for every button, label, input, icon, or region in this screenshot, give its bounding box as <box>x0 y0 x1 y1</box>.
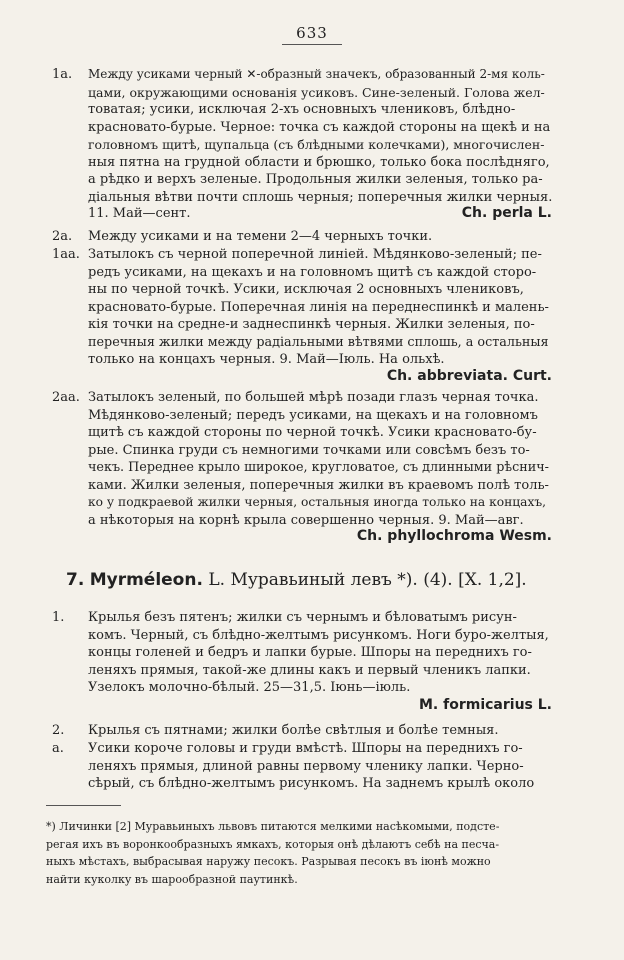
key-entry-1a <box>52 66 552 226</box>
species-name: Ch. phyllochroma Wesm. <box>356 528 552 544</box>
genus-heading <box>66 570 527 590</box>
entry-number: 1a. <box>52 67 73 82</box>
text-line: а рѣдко и верхъ зеленые. Продольныя жилки зеленыя, только ра- <box>88 172 543 187</box>
species-name: Ch. perla L. <box>461 205 552 221</box>
text-line: Затылокъ съ черной поперечной линіей. Мѣдянково-зеленый; пе- <box>88 247 542 262</box>
entry-number: a. <box>52 741 64 756</box>
footnote-line: ныхъ мѣстахъ, выбрасывая наружу песокъ. Разрывая песокъ въ іюнѣ можно <box>46 855 491 868</box>
text-line: Между усиками и на темени 2—4 черныхъ точки. <box>88 229 433 244</box>
entry-text <box>88 246 552 369</box>
text-line: комъ. Черный, съ блѣдно-желтымъ рисункомъ. Ноги буро-желтыя, <box>88 627 549 643</box>
entry-number: 2aa. <box>52 390 80 405</box>
text-line: леняхъ прямыя, длиной равны первому членику лапки. Черно- <box>88 758 524 774</box>
text-line: Усики короче головы и груди вмѣстѣ. Шпоры на переднихъ го- <box>88 741 523 756</box>
text-line: Крылья съ пятнами; жилки болѣе свѣтлыя и болѣе темныя. <box>88 723 499 738</box>
text-line: цами, окружающими основанія усиковъ. Сине-зеленый. Голова жел- <box>88 84 545 100</box>
text-line: діальныя вѣтви почти сплошь черныя; поперечныя жилки черныя. <box>88 189 553 205</box>
text-line: головномъ щитѣ, щупальца (съ блѣдными колечками), многочислен- <box>88 137 545 152</box>
text-line: перечныя жилки между радіальными вѣтвями сплошь, а остальныя <box>88 334 549 350</box>
species-name: M. formicarius L. <box>419 697 552 713</box>
species-name: Ch. abbreviata. Curt. <box>386 368 552 384</box>
text-line: товатая; усики, исключая 2-хъ основныхъ члениковъ, блѣдно- <box>88 102 516 117</box>
text-line: Затылокъ зеленый, по большей мѣрѣ позади глазъ черная точка. <box>88 390 539 405</box>
text-line: красновато-бурые. Черное: точка съ каждой стороны на щекѣ и на <box>88 119 551 135</box>
key-entry-2aa <box>52 389 552 549</box>
page-number: 633 <box>296 24 328 42</box>
entry-text <box>88 722 552 740</box>
text-line: леняхъ прямыя, такой-же длины какъ и первый членикъ лапки. <box>88 662 531 678</box>
footnote-line: регая ихъ въ воронкообразныхъ ямкахъ, которыя онѣ дѣлаютъ себѣ на песча- <box>46 837 500 851</box>
key-entry-1 <box>52 609 552 719</box>
entry-text <box>88 740 552 793</box>
text-line: ками. Жилки зеленыя, поперечныя жилки въ краевомъ полѣ толь- <box>88 477 549 493</box>
text-line: Узелокъ молочно-бѣлый. 25—31,5. Іюнь—іюль. <box>88 680 411 695</box>
text-line: ко у подкраевой жилки черныя, остальныя иногда только на концахъ, <box>88 495 547 509</box>
text-line: концы голеней и бедръ и лапки бурые. Шпоры на переднихъ го- <box>88 645 532 660</box>
entry-text <box>88 228 552 246</box>
key-entry-2 <box>52 722 552 740</box>
key-entry-a <box>52 740 552 796</box>
entry-number: 1aa. <box>52 247 80 262</box>
entry-number: 2a. <box>52 229 73 244</box>
text-line: а нѣкоторыя на корнѣ крыла совершенно черныя. 9. Май—авг. <box>88 512 524 528</box>
text-line: только на концахъ черныя. 9. Май—Іюль. На ольхѣ. <box>88 352 445 367</box>
entry-number: 2. <box>52 723 65 738</box>
entry-text <box>88 66 552 206</box>
entry-text <box>88 389 552 529</box>
text-line: красновато-бурые. Поперечная линія на переднеспинкѣ и малень- <box>88 299 549 315</box>
text-line: Крылья безъ пятенъ; жилки съ чернымъ и бѣловатымъ рисун- <box>88 610 517 625</box>
footnote-line: найти куколку въ шарообразной паутинкѣ. <box>46 872 298 886</box>
key-entry-1aa <box>52 246 552 386</box>
text-line: Мѣдянково-зеленый; передъ усиками, на щекахъ и на головномъ <box>88 407 538 423</box>
text-line: чекъ. Переднее крыло широкое, кругловатое, съ длинными рѣснич- <box>88 460 549 475</box>
text-line: ныя пятна на грудной области и брюшко, только бока послѣдняго, <box>88 154 550 170</box>
text-line: ны по черной точкѣ. Усики, исключая 2 основныхъ члениковъ, <box>88 282 524 297</box>
page-number-rule <box>282 44 342 45</box>
entry-text <box>88 609 552 697</box>
footnote-rule <box>46 805 121 806</box>
text-line: кія точки на средне-и заднеспинкѣ черныя. Жилки зеленыя, по- <box>88 317 535 332</box>
text-line: щитѣ съ каждой стороны по черной точкѣ. Усики красновато-бу- <box>88 425 537 440</box>
genus-name: Myrméleon. <box>89 570 203 590</box>
genus-rest: L. Муравьиный левъ *). (4). [X. 1,2]. <box>208 570 527 590</box>
genus-number: 7. <box>66 570 85 590</box>
footnote-line: *) Личинки [2] Муравьиныхъ львовъ питаются мелкими насѣкомыми, подсте- <box>46 820 500 833</box>
entry-number: 1. <box>52 610 65 625</box>
text-line: рые. Спинка груди съ немногими точками или совсѣмъ безъ то- <box>88 442 530 458</box>
text-line: редъ усиками, на щекахъ и на головномъ щитѣ съ каждой сторо- <box>88 264 537 280</box>
text-line: Между усиками черный ✕-образный значекъ, образованный 2-мя коль- <box>88 67 545 81</box>
text-line: сѣрый, съ блѣдно-желтымъ рисункомъ. На заднемъ крылѣ около <box>88 776 535 791</box>
flight-time: 11. Май—сент. <box>88 206 191 221</box>
key-entry-2a <box>52 228 552 246</box>
footnote <box>46 818 550 888</box>
